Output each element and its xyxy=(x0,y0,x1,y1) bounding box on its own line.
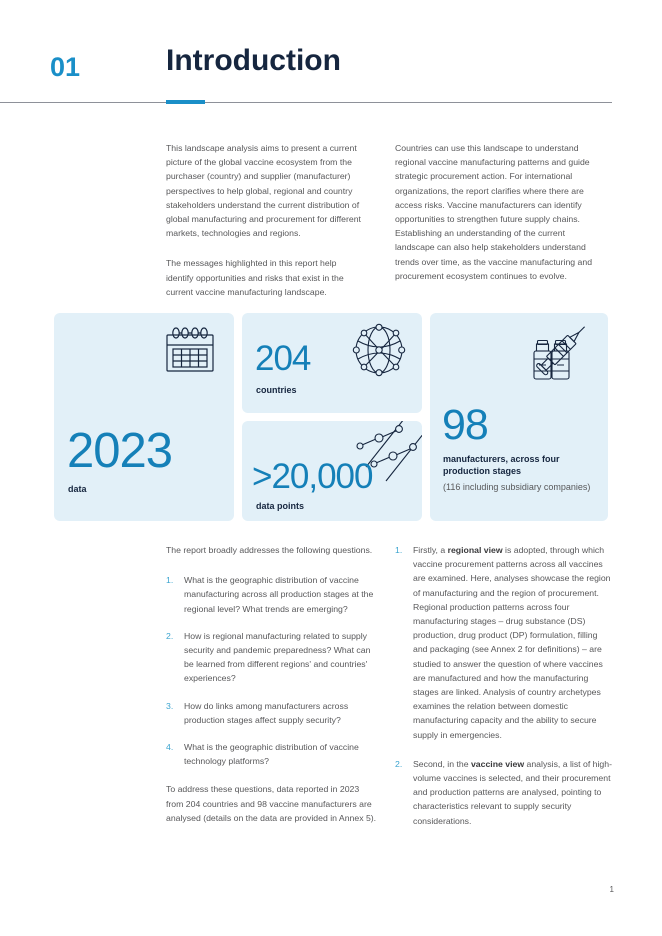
views-column xyxy=(395,543,613,834)
list-number: 2. xyxy=(166,630,174,641)
globe-network-icon xyxy=(350,321,408,384)
intro-column-right xyxy=(395,141,600,283)
page-number: 1 xyxy=(609,885,614,894)
questions-list xyxy=(166,573,378,768)
list-text-pre: Second, in the xyxy=(413,758,471,769)
list-number: 2. xyxy=(395,758,403,769)
intro-column-left xyxy=(166,141,361,299)
stat-label-year: data xyxy=(68,483,87,494)
stat-card-manufacturers xyxy=(430,313,608,521)
list-text: What is the geographic distribution of vaccine technology platforms? xyxy=(184,742,359,767)
list-number: 3. xyxy=(166,700,174,711)
list-text: What is the geographic distribution of vaccine manufacturing across all production stages at the regional level? What trends are emerging? xyxy=(184,575,374,614)
stat-card-countries xyxy=(242,313,422,413)
page-header xyxy=(0,44,662,106)
intro-paragraph: The messages highlighted in this report help identify opportunities and risks that exist in the current vaccine manufacturing landscape. xyxy=(166,258,344,297)
stat-label-manufacturers: manufacturers, across four production stages xyxy=(443,454,560,476)
list-text-emphasis: regional view xyxy=(447,545,503,555)
intro-paragraph: This landscape analysis aims to present a current picture of the global vaccine ecosystem from the purchaser (country) and supplier (manufacturer) perspectives to help global, regional and country stakeholders understand the current distribution of global manufacturing and procurement for different markets, technologies and regions. xyxy=(166,143,361,239)
page-title: Introduction xyxy=(166,44,341,77)
list-text-post: is adopted, through which vaccine procurement patterns across all vaccines are examined. Here, analyses showcase the region of manufacturing and the region of procurement. Regional production patterns across four manufacturing stages – drug substance (DS) production, drug product (DP) formulation, filling and packaging (see Annex 2 for definitions) – are studied to answer the question of where vaccines are manufactured and how the manufacturing stages are linked. Analysis of country archetypes examines the relation between domestic manufacturing capacity and the ability to secure supply in emergencies. xyxy=(413,545,611,740)
stat-value-countries: 204 xyxy=(255,339,311,378)
list-item xyxy=(166,629,378,686)
list-item xyxy=(166,699,378,727)
list-number: 4. xyxy=(166,742,174,753)
stat-card-datapoints xyxy=(242,421,422,521)
questions-closing: To address these questions, data reported in 2023 from 204 countries and 98 vaccine manufacturers are analysed (details on the data are provided in Annex 5). xyxy=(166,784,377,823)
stat-card-year xyxy=(54,313,234,521)
stat-label-countries: countries xyxy=(256,385,297,395)
header-divider xyxy=(0,102,612,103)
questions-intro: The report broadly addresses the following questions. xyxy=(166,545,373,555)
list-item xyxy=(395,543,613,742)
list-text: How do links among manufacturers across production stages affect supply security? xyxy=(184,700,349,725)
intro-paragraph: Countries can use this landscape to understand regional vaccine manufacturing patterns and guide strategic procurement action. For international organizations, the report clarifies where there are access risks. Vaccine manufacturers can identify opportunities to strengthen future supply chains. Establishing an understanding of the current landscape can also help stakeholders understand trends over time, as the vaccine manufacturing and procurement ecosystem continues to evolve. xyxy=(395,143,593,281)
calendar-icon xyxy=(162,327,218,382)
views-list xyxy=(395,543,613,828)
stat-label-datapoints: data points xyxy=(256,501,305,511)
list-item xyxy=(166,740,378,768)
list-text-emphasis: vaccine view xyxy=(470,758,525,769)
list-number: 1. xyxy=(166,575,174,586)
statistics-cards xyxy=(54,313,608,521)
stat-value-datapoints: >20,000 xyxy=(252,457,373,496)
list-text-pre: Firstly, a xyxy=(413,545,448,555)
list-number: 1. xyxy=(395,545,403,555)
vaccine-vial-syringe-icon xyxy=(522,321,596,398)
list-item xyxy=(166,573,378,616)
list-item xyxy=(395,757,613,828)
list-text-post: analysis, a list of high-volume vaccines is selected, and their procurement and production patterns are analysed, pointing to characteristics relevant to supply security considerations. xyxy=(413,758,612,826)
questions-column xyxy=(166,543,378,841)
header-accent-bar xyxy=(166,100,205,104)
stat-value-year: 2023 xyxy=(67,424,173,478)
stat-sublabel-manufacturers: (116 including subsidiary companies) xyxy=(443,482,591,492)
chapter-number: 01 xyxy=(50,52,81,82)
stat-value-manufacturers: 98 xyxy=(442,401,488,449)
list-text: How is regional manufacturing related to supply security and pandemic preparedness? What can be learned from different regions' and countries' experiences? xyxy=(184,630,371,684)
